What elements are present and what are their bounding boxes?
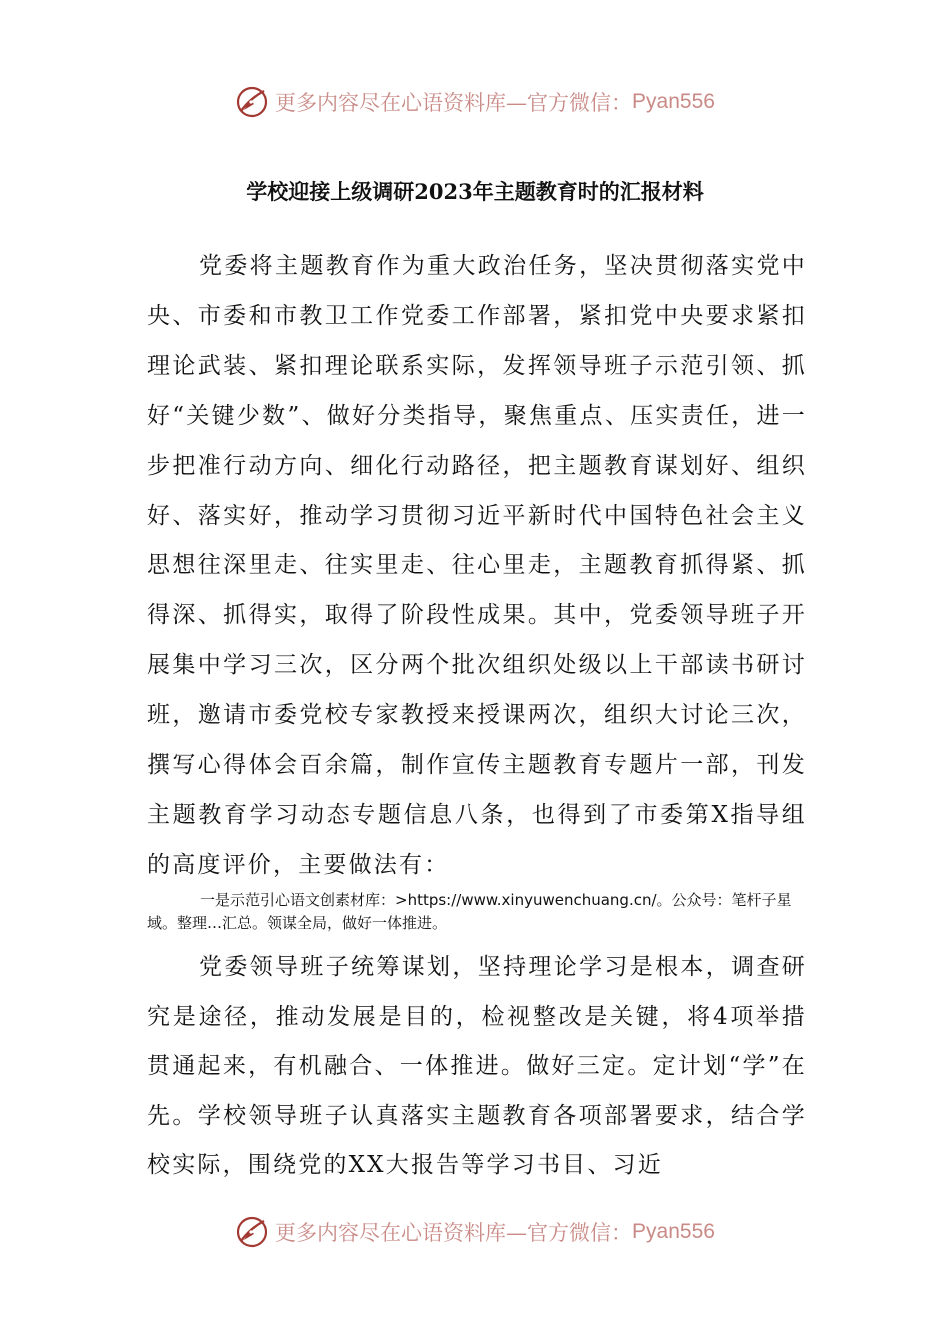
header-watermark <box>0 82 950 122</box>
watermark-wechat-id: Pyan556 <box>632 90 715 113</box>
footer-watermark <box>0 1212 950 1252</box>
pen-nib-logo-icon <box>235 85 269 119</box>
inline-note-paragraph: 一是示范引心语文创素材库：>https://www.xinyuwenchuang.cn/。公众号：笔杆子星域。整理…汇总。领谋全局，做好一体推进。 <box>147 891 792 932</box>
body-paragraph: 党委领导班子统筹谋划，坚持理论学习是根本，调查研究是途径，推动发展是目的，检视整改是关键，将4项举措贯通起来，有机融合、一体推进。做好三定。定计划“学”在先。学校领导班子认真落实主题教育各项部署要求，结合学校实际，围绕党的XX大报告等学习书目、习近 <box>147 954 807 1179</box>
watermark-text: 更多内容尽在心语资料库—官方微信： <box>275 1221 633 1245</box>
document-title: 学校迎接上级调研2023年主题教育时的汇报材料 <box>246 179 704 204</box>
body-paragraph: 党委将主题教育作为重大政治任务，坚决贯彻落实党中央、市委和市教卫工作党委工作部署，紧扣党中央要求紧扣理论武装、紧扣理论联系实际，发挥领导班子示范引领、抓好“关键少数”、做好分类指导，聚焦重点、压实责任，进一步把准行动方向、细化行动路径，把主题教育谋划好、组织好、落实好，推动学习贯彻习近平新时代中国特色社会主义思想往深里走、往实里走、往心里走，主题教育抓得紧、抓得深、抓得实，取得了阶段性成果。其中，党委领导班子开展集中学习三次，区分两个批次组织处级以上干部读书研讨班，邀请市委党校专家教授来授课两次，组织大讨论三次，撰写心得体会百余篇，制作宣传主题教育专题片一部，刊发主题教育学习动态专题信息八条，也得到了市委第X指导组的高度评价，主要做法有： <box>147 253 807 878</box>
watermark-text: 更多内容尽在心语资料库—官方微信： <box>275 91 633 115</box>
watermark-wechat-id: Pyan556 <box>632 1220 715 1243</box>
pen-nib-logo-icon <box>235 1215 269 1249</box>
